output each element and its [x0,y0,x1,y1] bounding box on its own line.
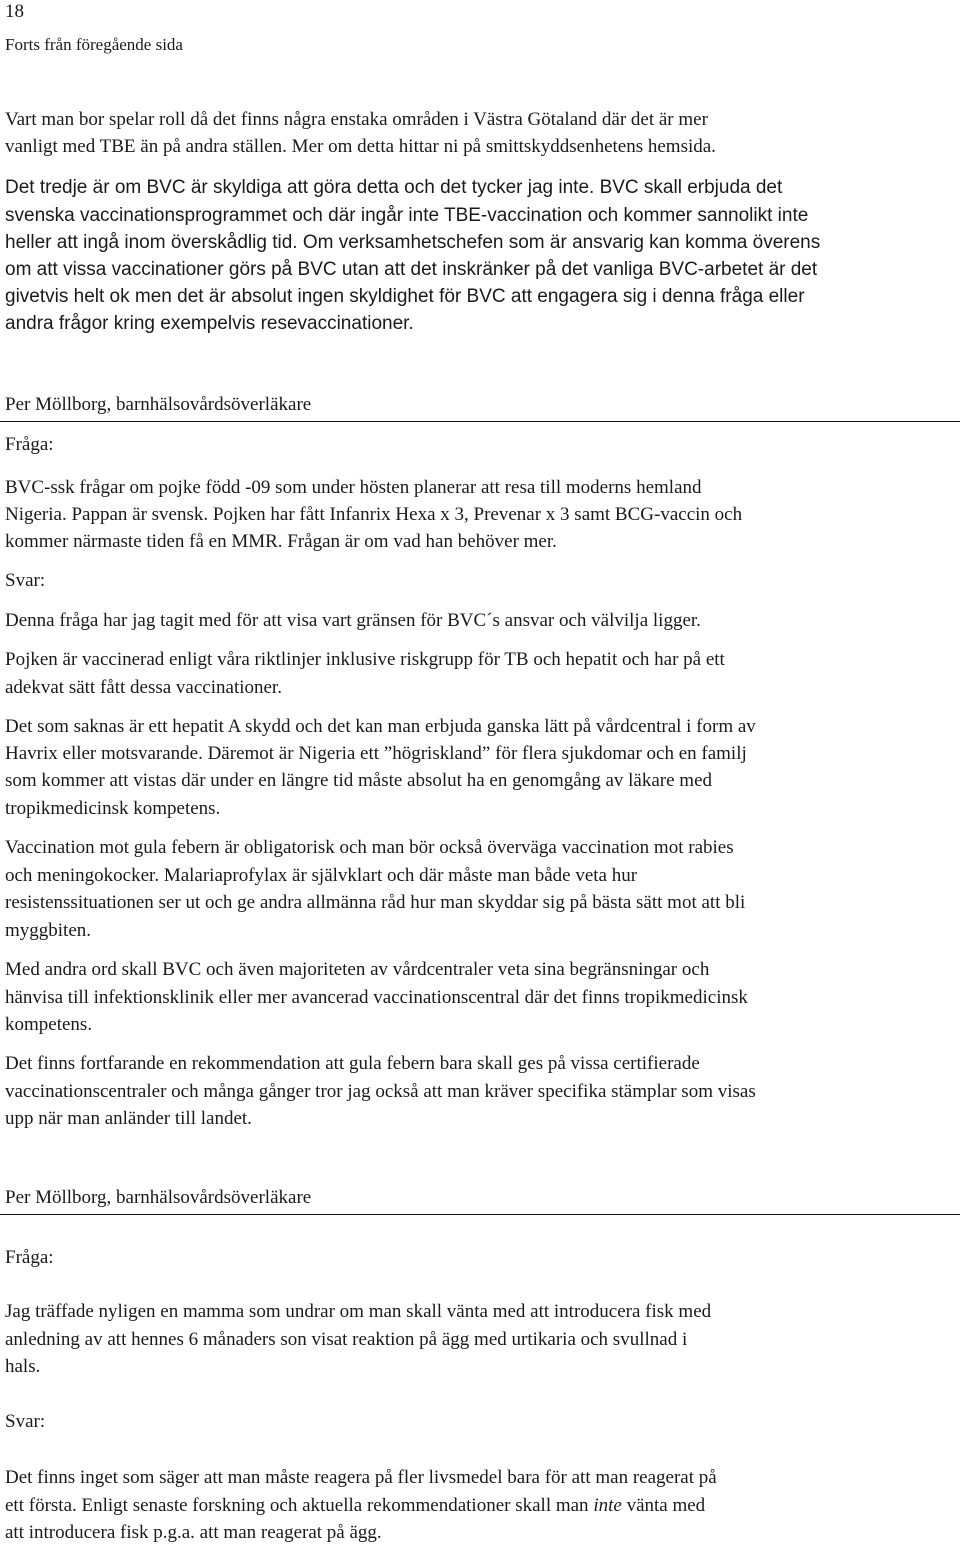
text-line: svenska vaccinationsprogrammet och där ingår inte TBE-vaccination och kommer sannolikt inte [5,205,809,226]
text-line: BVC-ssk frågar om pojke född -09 som under hösten planerar att resa till moderns hemland [5,477,702,498]
text-line: Jag träffade nyligen en mamma som undrar om man skall vänta med att introducera fisk med [5,1301,712,1322]
signature: Per Möllborg, barnhälsovårdsöverläkare [5,1187,312,1208]
emphasis-text: inte [593,1495,622,1516]
text-line: om att vissa vaccinationer görs på BVC utan att det inskränker på det vanliga BVC-arbetet är det [5,259,818,280]
text-line: Havrix eller motsvarande. Däremot är Nigeria ett ”högriskland” för flera sjukdomar och en familj [5,743,747,764]
signature-rule [0,421,960,422]
answer-label: Svar: [5,570,46,591]
text-line: vaccinationscentraler och många gånger tror jag också att man kräver specifika stämplar som visas [5,1081,756,1102]
text-line: Vart man bor spelar roll då det finns några enstaka områden i Västra Götaland där det är mer [5,109,708,130]
text-line: upp när man anländer till landet. [5,1108,252,1129]
text-segment: ett första. Enligt senaste forskning och aktuella rekommendationer skall man [5,1495,594,1516]
text-segment: vänta med [621,1495,706,1516]
text-line: Det finns inget som säger att man måste reagera på fler livsmedel bara för att man reagerat på [5,1467,717,1488]
text-line: givetvis helt ok men det är absolut ingen skyldighet för BVC att engagera sig i denna fråga eller [5,286,805,307]
text-line: Det finns fortfarande en rekommendation att gula febern bara skall ges på vissa certifierade [5,1053,700,1074]
text-line: hals. [5,1356,41,1377]
text-line: Vaccination mot gula febern är obligatorisk och man bör också överväga vaccination mot rabies [5,837,734,858]
signature-rule [0,1214,960,1215]
text-line: hänvisa till infektionsklinik eller mer avancerad vaccinationscentral där det finns tropikmedicinsk [5,987,748,1008]
text-line: tropikmedicinsk kompetens. [5,798,221,819]
text-line: heller att ingå inom överskådlig tid. Om verksamhetschefen som är ansvarig kan komma överens [5,232,821,253]
text-line: Nigeria. Pappan är svensk. Pojken har fått Infanrix Hexa x 3, Prevenar x 3 samt BCG-vaccin och [5,504,743,525]
text-line: att introducera fisk p.g.a. att man reagerat på ägg. [5,1522,382,1543]
question-label: Fråga: [5,434,54,455]
text-line: kommer närmaste tiden få en MMR. Frågan är om vad han behöver mer. [5,531,557,552]
text-line: Denna fråga har jag tagit med för att visa vart gränsen för BVC´s ansvar och välvilja ligger. [5,610,701,631]
continued-note: Forts från föregående sida [5,35,183,54]
text-line: Pojken är vaccinerad enligt våra riktlinjer inklusive riskgrupp för TB och hepatit och har på ett [5,649,725,670]
text-line: Med andra ord skall BVC och även majoriteten av vårdcentraler veta sina begränsningar och [5,959,710,980]
text-line: vanligt med TBE än på andra ställen. Mer om detta hittar ni på smittskyddsenhetens hemsida. [5,136,716,157]
answer-label: Svar: [5,1411,46,1432]
page-number: 18 [5,1,24,22]
text-line [5,1496,705,1515]
text-line: resistenssituationen ser ut och ge andra allmänna råd hur man skyddar sig på bästa sätt mot att bli [5,892,746,913]
question-label: Fråga: [5,1247,54,1268]
text-line: kompetens. [5,1014,93,1035]
text-line: myggbiten. [5,920,92,941]
text-line: och meningokocker. Malariaprofylax är självklart och där måste man både veta hur [5,865,638,886]
text-line: Det tredje är om BVC är skyldiga att göra detta och det tycker jag inte. BVC skall erbjuda det [5,177,783,198]
text-line: anledning av att hennes 6 månaders son visat reaktion på ägg med urtikaria och svullnad i [5,1329,688,1350]
text-line: adekvat sätt fått dessa vaccinationer. [5,677,282,698]
text-line: Det som saknas är ett hepatit A skydd och det kan man erbjuda ganska lätt på vårdcentral i form av [5,716,756,737]
text-line: andra frågor kring exempelvis resevaccinationer. [5,313,414,334]
text-line: som kommer att vistas där under en längre tid måste absolut ha en genomgång av läkare med [5,770,713,791]
signature: Per Möllborg, barnhälsovårdsöverläkare [5,394,312,415]
